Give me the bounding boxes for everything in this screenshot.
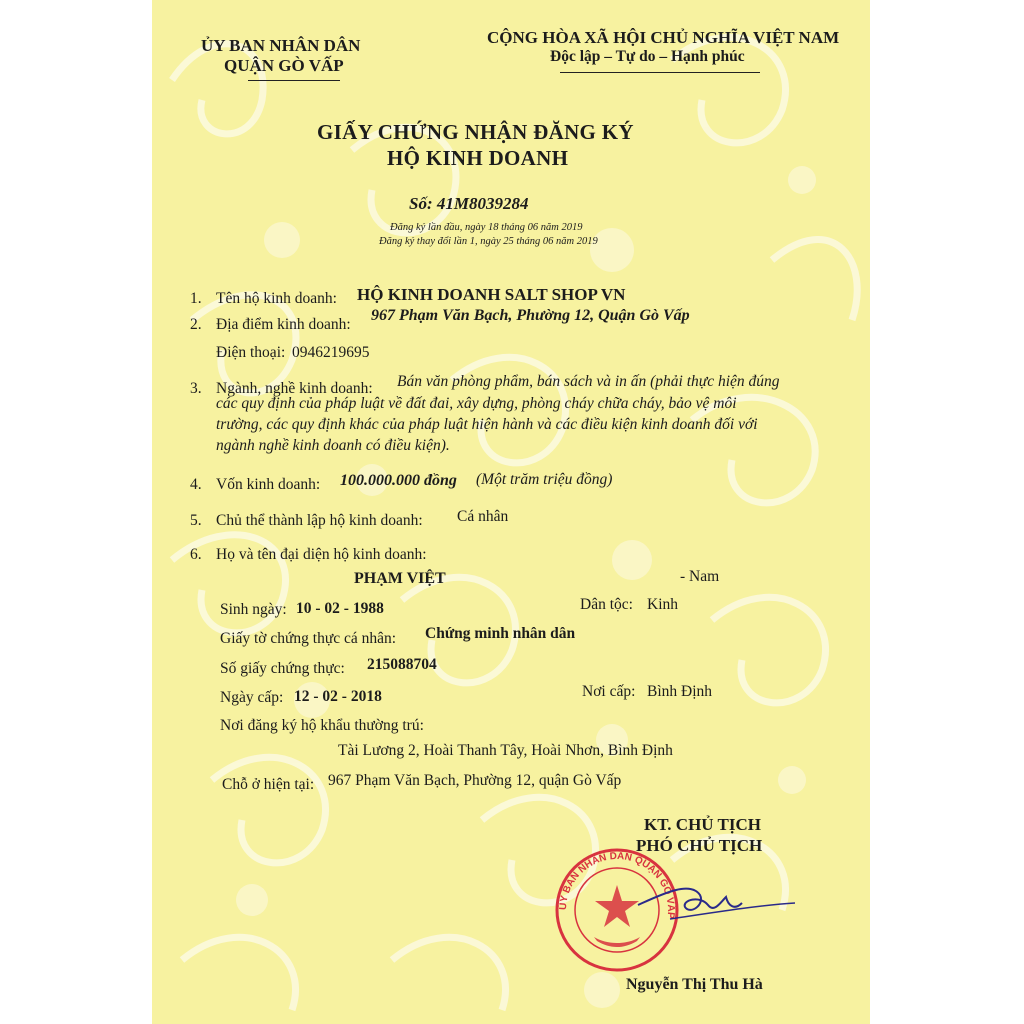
certificate-title-line2: HỘ KINH DOANH (387, 146, 569, 170)
business-name-value: HỘ KINH DOANH SALT SHOP VN (357, 285, 626, 304)
item-number-2: 2. (190, 316, 202, 333)
item-number-5: 5. (190, 512, 202, 529)
business-sector-line1: Bán văn phòng phẩm, bán sách và in ấn (phải thực hiện đúng (397, 373, 780, 390)
id-type-value: Chứng minh nhân dân (425, 625, 576, 642)
item-number-1: 1. (190, 290, 202, 307)
business-name-label: Tên hộ kinh doanh: (216, 290, 337, 307)
item-number-4: 4. (190, 476, 202, 493)
founder-value: Cá nhân (457, 508, 509, 525)
issue-date-label: Ngày cấp: (220, 689, 284, 706)
item-number-6: 6. (190, 546, 202, 563)
national-motto: Độc lập – Tự do – Hạnh phúc (550, 48, 745, 65)
id-type-label: Giấy tờ chứng thực cá nhân: (220, 630, 397, 647)
business-address-label: Địa điểm kinh doanh: (216, 316, 351, 333)
phone-label: Điện thoại: (216, 344, 286, 361)
handwritten-signature (630, 875, 800, 925)
permanent-address-value: Tài Lương 2, Hoài Thanh Tây, Hoài Nhơn, Bình Định (338, 742, 673, 759)
business-sector-line3: trường, các quy định khác của pháp luật hiện hành và các điều kiện kinh doanh đối với (216, 416, 758, 433)
representative-name: PHẠM VIỆT (354, 570, 446, 587)
representative-gender: - Nam (680, 568, 720, 585)
ethnicity-label: Dân tộc: (580, 596, 633, 613)
capital-in-words: (Một trăm triệu đồng) (476, 471, 613, 488)
signature-title-line1: KT. CHỦ TỊCH (644, 815, 761, 834)
national-title: CỘNG HÒA XÃ HỘI CHỦ NGHĨA VIỆT NAM (487, 28, 840, 47)
ethnicity-value: Kinh (647, 596, 678, 613)
change-registration-date: Đăng ký thay đổi lần 1, ngày 25 tháng 06 năm 2019 (379, 236, 598, 247)
id-number-value: 215088704 (367, 656, 437, 673)
issue-place-label: Nơi cấp: (582, 683, 636, 700)
id-number-label: Số giấy chứng thực: (220, 660, 345, 677)
certificate-number: Số: 41M8039284 (409, 194, 529, 213)
capital-value: 100.000.000 đồng (340, 472, 457, 489)
founder-label: Chủ thể thành lập hộ kinh doanh: (216, 512, 423, 529)
signer-name: Nguyễn Thị Thu Hà (626, 976, 763, 993)
issuer-name-line2: QUẬN GÒ VẤP (224, 56, 344, 75)
business-address-value: 967 Phạm Văn Bạch, Phường 12, Quận Gò Vấp (371, 307, 690, 324)
business-sector-line2: các quy định của pháp luật về đất đai, xây dựng, phòng cháy chữa cháy, bảo vệ môi (216, 395, 737, 412)
dob-label: Sinh ngày: (220, 601, 287, 618)
issue-place-value: Bình Định (647, 683, 713, 700)
business-sector-line4: ngành nghề kinh doanh có điều kiện). (216, 437, 450, 454)
representative-label: Họ và tên đại diện hộ kinh doanh: (216, 546, 427, 563)
current-address-value: 967 Phạm Văn Bạch, Phường 12, quận Gò Vấp (328, 772, 622, 789)
certificate-title-line1: GIẤY CHỨNG NHẬN ĐĂNG KÝ (317, 120, 634, 144)
capital-label: Vốn kinh doanh: (216, 476, 321, 493)
issue-date-value: 12 - 02 - 2018 (294, 688, 382, 705)
first-registration-date: Đăng ký lần đầu, ngày 18 tháng 06 năm 2019 (390, 222, 583, 233)
current-address-label: Chỗ ở hiện tại: (222, 776, 315, 793)
business-sector-label: Ngành, nghề kinh doanh: (216, 380, 373, 397)
motto-underline (560, 72, 760, 73)
dob-value: 10 - 02 - 1988 (296, 600, 384, 617)
phone-value: 0946219695 (292, 344, 370, 361)
issuer-name-line1: ỦY BAN NHÂN DÂN (201, 36, 361, 55)
issuer-underline (248, 80, 340, 81)
item-number-3: 3. (190, 380, 202, 397)
seal-text: ỦY BAN NHÂN DÂN QUẬN GÒ VẤP (557, 850, 677, 920)
permanent-address-label: Nơi đăng ký hộ khẩu thường trú: (220, 717, 424, 734)
signature-title-line2: PHÓ CHỦ TỊCH (636, 836, 763, 855)
